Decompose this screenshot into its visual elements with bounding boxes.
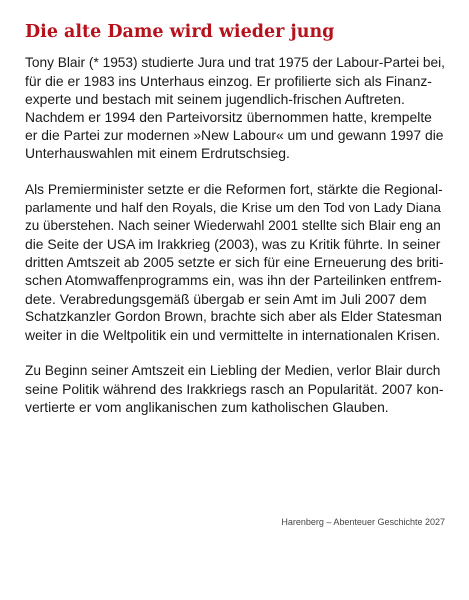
- text-line: die Seite der USA im Irakkrieg (2003), was zu Kritik führte. In seiner: [25, 236, 441, 253]
- text-line: Nachdem er 1994 den Parteivorsitz übernommen hatte, krempelte: [25, 109, 432, 126]
- text-line: dritten Amtszeit ab 2005 setzte er sich für eine Erneuerung des briti-: [25, 254, 444, 271]
- page-title: Die alte Dame wird wieder jung: [25, 22, 335, 42]
- text-line: vertierte er vom anglikanischen zum katholischen Glauben.: [25, 399, 389, 416]
- source-footer: Harenberg – Abenteuer Geschichte 2027: [281, 517, 445, 527]
- text-line: für die er 1983 ins Unterhaus einzog. Er profilierte sich als Finanz-: [25, 73, 432, 90]
- paragraph-2: [25, 181, 445, 344]
- text-line: schen Atomwaffenprogramms ein, was ihn der Parteilinken entfrem-: [25, 272, 442, 289]
- text-line: experte und bestach mit seinem jugendlich-frischen Auftreten.: [25, 91, 405, 108]
- paragraph-3: [25, 362, 445, 416]
- text-line: weiter in die Weltpolitik ein und vermittelte in internationalen Krisen.: [25, 326, 441, 343]
- text-line: er die Partei zur modernen »New Labour« um und gewann 1997 die: [25, 127, 444, 144]
- text-line: Zu Beginn seiner Amtszeit ein Liebling der Medien, verlor Blair durch: [25, 363, 441, 378]
- text-line: Unterhauswahlen mit einem Erdrutschsieg.: [25, 145, 290, 162]
- text-line: dete. Verabredungsgemäß übergab er sein Amt im Juli 2007 dem: [25, 290, 427, 307]
- text-line: seine Politik während des Irakkriegs rasch an Popularität. 2007 kon-: [25, 381, 444, 398]
- text-line: parlamente und half den Royals, die Krise um den Tod von Lady Diana: [25, 200, 441, 216]
- text-line: Tony Blair (* 1953) studierte Jura und trat 1975 der Labour-Partei bei,: [25, 55, 445, 70]
- text-line: Schatzkanzler Gordon Brown, brachte sich aber als Elder Statesman: [25, 308, 442, 324]
- paragraph-1: [25, 54, 445, 163]
- text-line: zu überstehen. Nach seiner Wiederwahl 2001 stellte sich Blair eng an: [25, 218, 441, 234]
- text-line: Als Premierminister setzte er die Reformen fort, stärkte die Regional-: [25, 182, 443, 197]
